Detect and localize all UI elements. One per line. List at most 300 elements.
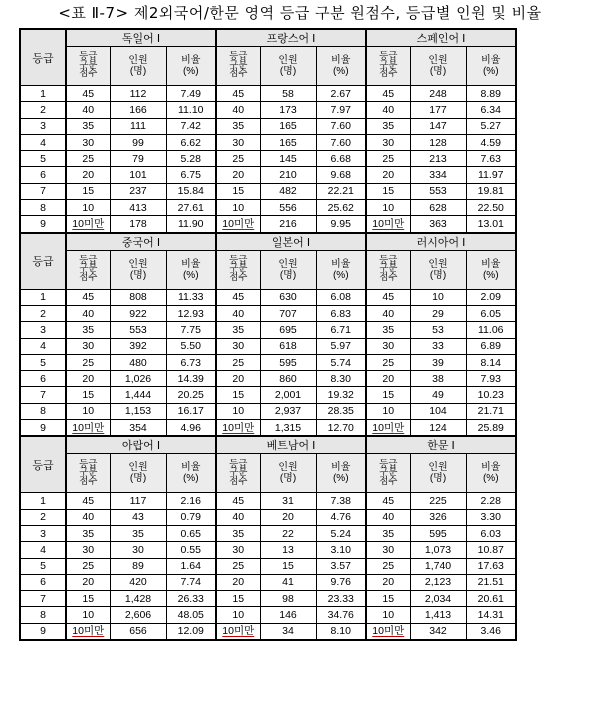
- count-cell: 128: [410, 134, 466, 150]
- ratio-cell: 11.06: [466, 322, 516, 338]
- grade-cell: 9: [20, 420, 66, 437]
- score-cell: 35: [366, 525, 410, 541]
- score-cell: 15: [366, 387, 410, 403]
- score-cell: 15: [216, 387, 260, 403]
- ratio-cell: 6.03: [466, 525, 516, 541]
- count-header: 인원 (명): [260, 250, 316, 289]
- count-cell: 480: [110, 354, 166, 370]
- ratio-cell: 7.42: [166, 118, 216, 134]
- score-cell: 20: [216, 574, 260, 590]
- count-cell: 210: [260, 167, 316, 183]
- score-cell: 45: [366, 86, 410, 102]
- score-cutoff-header: 등급 구분 점수: [66, 47, 110, 86]
- score-cell: 20: [66, 574, 110, 590]
- score-cell: 45: [66, 289, 110, 305]
- score-cell: 25: [216, 151, 260, 167]
- ratio-header: 비율 (%): [166, 47, 216, 86]
- score-cell: 30: [216, 134, 260, 150]
- ratio-cell: 6.89: [466, 338, 516, 354]
- count-cell: 147: [410, 118, 466, 134]
- grade-cell: 4: [20, 542, 66, 558]
- count-cell: 363: [410, 216, 466, 233]
- table-row: [20, 607, 516, 623]
- count-cell: 556: [260, 200, 316, 216]
- grade-cell: 7: [20, 183, 66, 199]
- ratio-cell: 4.59: [466, 134, 516, 150]
- count-cell: 392: [110, 338, 166, 354]
- ratio-cell: 28.35: [316, 403, 366, 419]
- count-cell: 145: [260, 151, 316, 167]
- score-cell: 15: [66, 387, 110, 403]
- count-cell: 2,034: [410, 591, 466, 607]
- score-cell: 30: [366, 338, 410, 354]
- count-cell: 173: [260, 102, 316, 118]
- count-cell: 553: [410, 183, 466, 199]
- table-row: [20, 134, 516, 150]
- table-row: [20, 151, 516, 167]
- table-row: [20, 200, 516, 216]
- sub-header-row: [20, 454, 516, 493]
- count-header: 인원 (명): [110, 250, 166, 289]
- count-cell: 413: [110, 200, 166, 216]
- score-cutoff-header: 등급 구분 점수: [366, 454, 410, 493]
- score-cell: 45: [66, 493, 110, 509]
- count-cell: 30: [110, 542, 166, 558]
- score-cell: 45: [366, 289, 410, 305]
- ratio-cell: 5.24: [316, 525, 366, 541]
- ratio-cell: 9.68: [316, 167, 366, 183]
- ratio-cell: 34.76: [316, 607, 366, 623]
- count-cell: 225: [410, 493, 466, 509]
- count-cell: 595: [260, 354, 316, 370]
- ratio-cell: 17.63: [466, 558, 516, 574]
- ratio-cell: 12.70: [316, 420, 366, 437]
- score-cell: 35: [66, 118, 110, 134]
- table-row: [20, 102, 516, 118]
- score-cell: 20: [66, 167, 110, 183]
- ratio-header: 비율 (%): [166, 250, 216, 289]
- ratio-cell: 7.60: [316, 118, 366, 134]
- grade-table: [19, 28, 517, 641]
- count-cell: 15: [260, 558, 316, 574]
- score-cell: 35: [66, 525, 110, 541]
- count-cell: 89: [110, 558, 166, 574]
- ratio-cell: 4.76: [316, 509, 366, 525]
- count-cell: 178: [110, 216, 166, 233]
- count-cell: 1,073: [410, 542, 466, 558]
- language-header: 중국어 Ⅰ: [66, 233, 216, 251]
- count-cell: 101: [110, 167, 166, 183]
- count-cell: 1,315: [260, 420, 316, 437]
- count-cell: 1,026: [110, 371, 166, 387]
- score-cell: 10미만: [366, 623, 410, 640]
- ratio-cell: 7.97: [316, 102, 366, 118]
- ratio-cell: 25.62: [316, 200, 366, 216]
- ratio-cell: 12.09: [166, 623, 216, 640]
- score-cell: 10미만: [216, 420, 260, 437]
- ratio-cell: 7.74: [166, 574, 216, 590]
- score-cell: 20: [366, 574, 410, 590]
- score-cell: 45: [66, 86, 110, 102]
- ratio-cell: 6.34: [466, 102, 516, 118]
- score-cell: 25: [66, 558, 110, 574]
- score-cell: 10: [216, 607, 260, 623]
- ratio-cell: 12.93: [166, 305, 216, 321]
- count-cell: 2,606: [110, 607, 166, 623]
- ratio-cell: 20.25: [166, 387, 216, 403]
- ratio-cell: 22.21: [316, 183, 366, 199]
- score-cutoff-header: 등급 구분 점수: [66, 250, 110, 289]
- language-header-row: [20, 436, 516, 454]
- count-cell: 2,937: [260, 403, 316, 419]
- ratio-cell: 48.05: [166, 607, 216, 623]
- ratio-cell: 3.57: [316, 558, 366, 574]
- count-cell: 354: [110, 420, 166, 437]
- ratio-cell: 22.50: [466, 200, 516, 216]
- count-cell: 2,001: [260, 387, 316, 403]
- score-cell: 30: [66, 338, 110, 354]
- count-cell: 53: [410, 322, 466, 338]
- language-header: 일본어 Ⅰ: [216, 233, 366, 251]
- score-cell: 10: [366, 200, 410, 216]
- count-cell: 1,413: [410, 607, 466, 623]
- table-row: [20, 493, 516, 509]
- grade-cell: 1: [20, 493, 66, 509]
- score-cell: 10: [66, 200, 110, 216]
- ratio-cell: 7.38: [316, 493, 366, 509]
- table-row: [20, 525, 516, 541]
- count-cell: 104: [410, 403, 466, 419]
- score-cell: 10: [366, 607, 410, 623]
- ratio-cell: 7.60: [316, 134, 366, 150]
- count-cell: 553: [110, 322, 166, 338]
- count-cell: 707: [260, 305, 316, 321]
- score-cell: 15: [216, 183, 260, 199]
- count-header: 인원 (명): [260, 47, 316, 86]
- ratio-cell: 8.10: [316, 623, 366, 640]
- score-cell: 40: [366, 102, 410, 118]
- ratio-cell: 20.61: [466, 591, 516, 607]
- count-header: 인원 (명): [410, 47, 466, 86]
- language-header: 프랑스어 Ⅰ: [216, 29, 366, 47]
- score-cell: 45: [366, 493, 410, 509]
- count-cell: 216: [260, 216, 316, 233]
- ratio-header: 비율 (%): [316, 454, 366, 493]
- ratio-cell: 10.87: [466, 542, 516, 558]
- count-cell: 39: [410, 354, 466, 370]
- ratio-cell: 7.63: [466, 151, 516, 167]
- ratio-cell: 0.55: [166, 542, 216, 558]
- grade-cell: 6: [20, 574, 66, 590]
- ratio-cell: 6.68: [316, 151, 366, 167]
- count-cell: 22: [260, 525, 316, 541]
- language-header: 아랍어 Ⅰ: [66, 436, 216, 454]
- ratio-cell: 21.71: [466, 403, 516, 419]
- score-cell: 10미만: [66, 216, 110, 233]
- score-cell: 10미만: [216, 216, 260, 233]
- count-cell: 248: [410, 86, 466, 102]
- ratio-cell: 6.71: [316, 322, 366, 338]
- language-header: 한문 Ⅰ: [366, 436, 516, 454]
- score-cell: 10: [216, 403, 260, 419]
- table-row: [20, 574, 516, 590]
- score-cell: 25: [216, 558, 260, 574]
- ratio-cell: 11.90: [166, 216, 216, 233]
- count-cell: 20: [260, 509, 316, 525]
- count-cell: 618: [260, 338, 316, 354]
- count-cell: 237: [110, 183, 166, 199]
- count-cell: 34: [260, 623, 316, 640]
- score-cell: 40: [216, 102, 260, 118]
- grade-cell: 8: [20, 200, 66, 216]
- score-cell: 45: [216, 86, 260, 102]
- ratio-cell: 0.79: [166, 509, 216, 525]
- count-cell: 1,428: [110, 591, 166, 607]
- table-row: [20, 371, 516, 387]
- count-cell: 112: [110, 86, 166, 102]
- score-cell: 20: [216, 371, 260, 387]
- ratio-cell: 5.74: [316, 354, 366, 370]
- table-row: [20, 420, 516, 437]
- ratio-cell: 15.84: [166, 183, 216, 199]
- score-cell: 40: [366, 509, 410, 525]
- table-row: [20, 623, 516, 640]
- score-cutoff-header: 등급 구분 점수: [216, 47, 260, 86]
- score-cell: 40: [216, 305, 260, 321]
- score-cell: 25: [216, 354, 260, 370]
- count-cell: 165: [260, 118, 316, 134]
- grade-cell: 9: [20, 216, 66, 233]
- count-header: 인원 (명): [410, 454, 466, 493]
- table-title: <표 Ⅱ-7> 제2외국어/한문 영역 등급 구분 원점수, 등급별 인원 및 비율: [58, 4, 542, 22]
- count-cell: 326: [410, 509, 466, 525]
- table-row: [20, 305, 516, 321]
- count-cell: 35: [110, 525, 166, 541]
- count-cell: 98: [260, 591, 316, 607]
- score-cell: 20: [366, 167, 410, 183]
- score-cell: 30: [216, 338, 260, 354]
- table-row: [20, 354, 516, 370]
- score-cell: 35: [216, 525, 260, 541]
- ratio-cell: 9.95: [316, 216, 366, 233]
- score-cell: 15: [366, 183, 410, 199]
- count-cell: 1,740: [410, 558, 466, 574]
- count-cell: 146: [260, 607, 316, 623]
- count-cell: 656: [110, 623, 166, 640]
- ratio-cell: 2.28: [466, 493, 516, 509]
- score-cell: 25: [366, 354, 410, 370]
- grade-cell: 1: [20, 86, 66, 102]
- score-cutoff-header: 등급 구분 점수: [366, 47, 410, 86]
- score-cell: 30: [366, 134, 410, 150]
- count-cell: 124: [410, 420, 466, 437]
- table-row: [20, 86, 516, 102]
- grade-cell: 9: [20, 623, 66, 640]
- ratio-cell: 1.64: [166, 558, 216, 574]
- ratio-header: 비율 (%): [316, 250, 366, 289]
- count-cell: 111: [110, 118, 166, 134]
- grade-cell: 8: [20, 403, 66, 419]
- score-cell: 35: [66, 322, 110, 338]
- table-row: [20, 403, 516, 419]
- language-header: 러시아어 Ⅰ: [366, 233, 516, 251]
- score-cell: 25: [366, 151, 410, 167]
- ratio-cell: 8.30: [316, 371, 366, 387]
- count-cell: 165: [260, 134, 316, 150]
- score-cell: 40: [66, 509, 110, 525]
- count-cell: 595: [410, 525, 466, 541]
- count-cell: 1,153: [110, 403, 166, 419]
- ratio-header: 비율 (%): [316, 47, 366, 86]
- count-cell: 41: [260, 574, 316, 590]
- ratio-cell: 3.46: [466, 623, 516, 640]
- grade-cell: 8: [20, 607, 66, 623]
- grade-header: 등급: [20, 233, 66, 290]
- ratio-cell: 10.23: [466, 387, 516, 403]
- score-cell: 45: [216, 493, 260, 509]
- grade-cell: 7: [20, 387, 66, 403]
- ratio-cell: 6.08: [316, 289, 366, 305]
- count-cell: 10: [410, 289, 466, 305]
- score-cell: 15: [366, 591, 410, 607]
- score-cell: 35: [216, 322, 260, 338]
- count-cell: 49: [410, 387, 466, 403]
- ratio-cell: 11.97: [466, 167, 516, 183]
- grade-cell: 2: [20, 509, 66, 525]
- ratio-header: 비율 (%): [466, 47, 516, 86]
- score-cell: 40: [366, 305, 410, 321]
- ratio-header: 비율 (%): [466, 454, 516, 493]
- score-cell: 25: [66, 151, 110, 167]
- ratio-cell: 9.76: [316, 574, 366, 590]
- count-cell: 213: [410, 151, 466, 167]
- language-header: 스페인어 Ⅰ: [366, 29, 516, 47]
- count-cell: 2,123: [410, 574, 466, 590]
- ratio-cell: 19.32: [316, 387, 366, 403]
- count-cell: 342: [410, 623, 466, 640]
- score-cell: 20: [216, 167, 260, 183]
- grade-cell: 7: [20, 591, 66, 607]
- table-row: [20, 591, 516, 607]
- count-cell: 808: [110, 289, 166, 305]
- count-header: 인원 (명): [410, 250, 466, 289]
- ratio-cell: 0.65: [166, 525, 216, 541]
- score-cell: 10미만: [66, 420, 110, 437]
- grade-header: 등급: [20, 29, 66, 86]
- ratio-cell: 5.28: [166, 151, 216, 167]
- table-row: [20, 558, 516, 574]
- score-cell: 10미만: [366, 420, 410, 437]
- ratio-header: 비율 (%): [466, 250, 516, 289]
- ratio-cell: 27.61: [166, 200, 216, 216]
- grade-cell: 4: [20, 338, 66, 354]
- ratio-cell: 6.62: [166, 134, 216, 150]
- table-row: [20, 509, 516, 525]
- score-cell: 25: [66, 354, 110, 370]
- score-cell: 10: [366, 403, 410, 419]
- ratio-cell: 5.97: [316, 338, 366, 354]
- table-row: [20, 167, 516, 183]
- ratio-cell: 7.93: [466, 371, 516, 387]
- grade-cell: 3: [20, 525, 66, 541]
- count-cell: 922: [110, 305, 166, 321]
- ratio-cell: 14.31: [466, 607, 516, 623]
- score-cell: 20: [66, 371, 110, 387]
- score-cell: 35: [366, 322, 410, 338]
- count-cell: 695: [260, 322, 316, 338]
- grade-cell: 1: [20, 289, 66, 305]
- ratio-cell: 8.14: [466, 354, 516, 370]
- table-row: [20, 542, 516, 558]
- count-cell: 860: [260, 371, 316, 387]
- ratio-cell: 21.51: [466, 574, 516, 590]
- score-cell: 15: [66, 591, 110, 607]
- table-row: [20, 183, 516, 199]
- score-cell: 35: [366, 118, 410, 134]
- count-cell: 33: [410, 338, 466, 354]
- grade-cell: 4: [20, 134, 66, 150]
- ratio-cell: 6.75: [166, 167, 216, 183]
- grade-cell: 5: [20, 151, 66, 167]
- ratio-cell: 19.81: [466, 183, 516, 199]
- grade-cell: 5: [20, 354, 66, 370]
- score-cell: 10: [216, 200, 260, 216]
- ratio-cell: 6.73: [166, 354, 216, 370]
- score-cell: 30: [66, 134, 110, 150]
- count-cell: 58: [260, 86, 316, 102]
- ratio-cell: 7.49: [166, 86, 216, 102]
- ratio-cell: 7.75: [166, 322, 216, 338]
- score-cell: 30: [366, 542, 410, 558]
- ratio-cell: 6.05: [466, 305, 516, 321]
- ratio-cell: 13.01: [466, 216, 516, 233]
- table-row: [20, 216, 516, 233]
- grade-cell: 3: [20, 118, 66, 134]
- score-cutoff-header: 등급 구분 점수: [216, 454, 260, 493]
- ratio-cell: 8.89: [466, 86, 516, 102]
- count-cell: 38: [410, 371, 466, 387]
- ratio-cell: 11.10: [166, 102, 216, 118]
- score-cell: 30: [66, 542, 110, 558]
- score-cell: 15: [66, 183, 110, 199]
- count-cell: 166: [110, 102, 166, 118]
- score-cell: 20: [366, 371, 410, 387]
- count-cell: 630: [260, 289, 316, 305]
- grade-cell: 2: [20, 305, 66, 321]
- score-cell: 10미만: [66, 623, 110, 640]
- ratio-cell: 16.17: [166, 403, 216, 419]
- ratio-cell: 5.27: [466, 118, 516, 134]
- count-header: 인원 (명): [260, 454, 316, 493]
- table-row: [20, 322, 516, 338]
- language-header: 베트남어 Ⅰ: [216, 436, 366, 454]
- grade-cell: 6: [20, 167, 66, 183]
- count-cell: 43: [110, 509, 166, 525]
- table-row: [20, 118, 516, 134]
- score-cell: 10: [66, 403, 110, 419]
- count-header: 인원 (명): [110, 454, 166, 493]
- score-cell: 30: [216, 542, 260, 558]
- ratio-header: 비율 (%): [166, 454, 216, 493]
- language-header: 독일어 Ⅰ: [66, 29, 216, 47]
- count-cell: 177: [410, 102, 466, 118]
- ratio-cell: 5.50: [166, 338, 216, 354]
- grade-cell: 5: [20, 558, 66, 574]
- grade-cell: 3: [20, 322, 66, 338]
- score-cell: 40: [66, 102, 110, 118]
- table-row: [20, 289, 516, 305]
- score-cell: 25: [366, 558, 410, 574]
